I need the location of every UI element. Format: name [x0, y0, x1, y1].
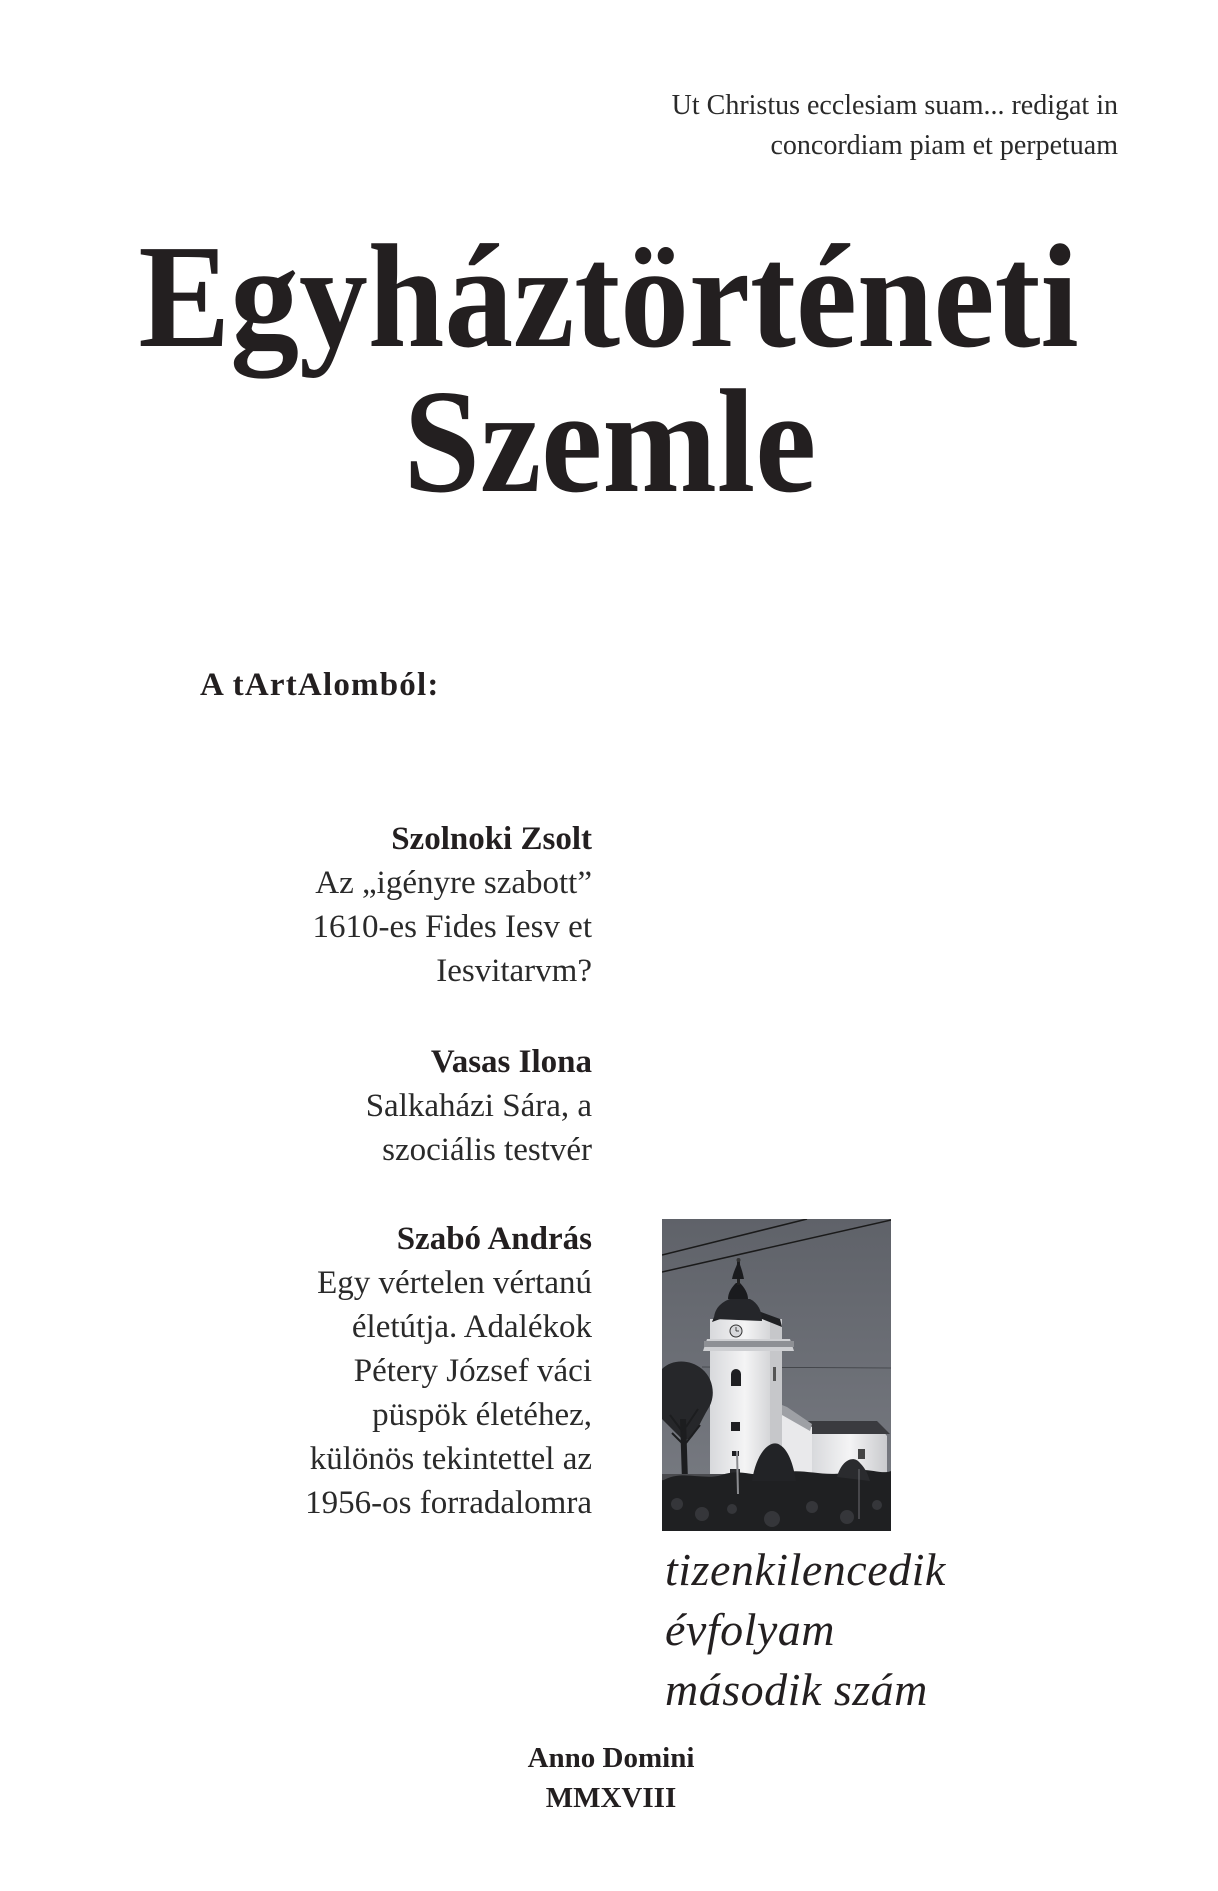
publication-year [411, 1738, 811, 1818]
article-title-line: Az „igényre szabott” [315, 865, 592, 901]
article-title-line: 1956-os forradalomra [305, 1485, 592, 1521]
epigraph-line: Ut Christus ecclesiam suam... redigat in [671, 90, 1118, 121]
article-author: Vasas Ilona [430, 1044, 592, 1080]
issue-number: második szám [665, 1664, 928, 1715]
journal-title-line-1: Egyháztörténeti [138, 215, 1080, 379]
article-author: Szolnoki Zsolt [391, 821, 592, 857]
anno-domini-label: Anno Domini [527, 1742, 695, 1774]
article-title-line: Pétery József váci [353, 1353, 592, 1389]
epigraph-line: concordiam piam et perpetuam [770, 130, 1118, 161]
article-title-line: különös tekintettel az [309, 1441, 592, 1477]
epigraph [418, 86, 1118, 166]
article-author: Szabó András [396, 1221, 592, 1257]
volume-label: tizenkilencedik [665, 1544, 946, 1595]
article-title-line: Egy vértelen vértanú [317, 1265, 592, 1301]
roman-year: MMXVIII [545, 1782, 677, 1814]
article-entry [172, 1040, 592, 1172]
article-title-line: Iesvitarvm? [436, 953, 592, 989]
article-title-line: szociális testvér [382, 1132, 592, 1168]
article-entry [172, 1217, 592, 1525]
issue-info [665, 1540, 946, 1720]
article-entry [172, 817, 592, 993]
article-title-line: 1610-es Fides Iesv et [312, 909, 592, 945]
journal-title-line-2: Szemle [403, 360, 816, 524]
journal-title [0, 215, 1218, 524]
article-title-line: püspök életéhez, [372, 1397, 592, 1433]
article-title-line: Salkaházi Sára, a [365, 1088, 592, 1124]
church-photo [662, 1219, 891, 1531]
contents-heading: A tArtAlomból: [200, 667, 440, 703]
article-title-line: életútja. Adalékok [351, 1309, 592, 1345]
volume-suffix: évfolyam [665, 1604, 836, 1655]
